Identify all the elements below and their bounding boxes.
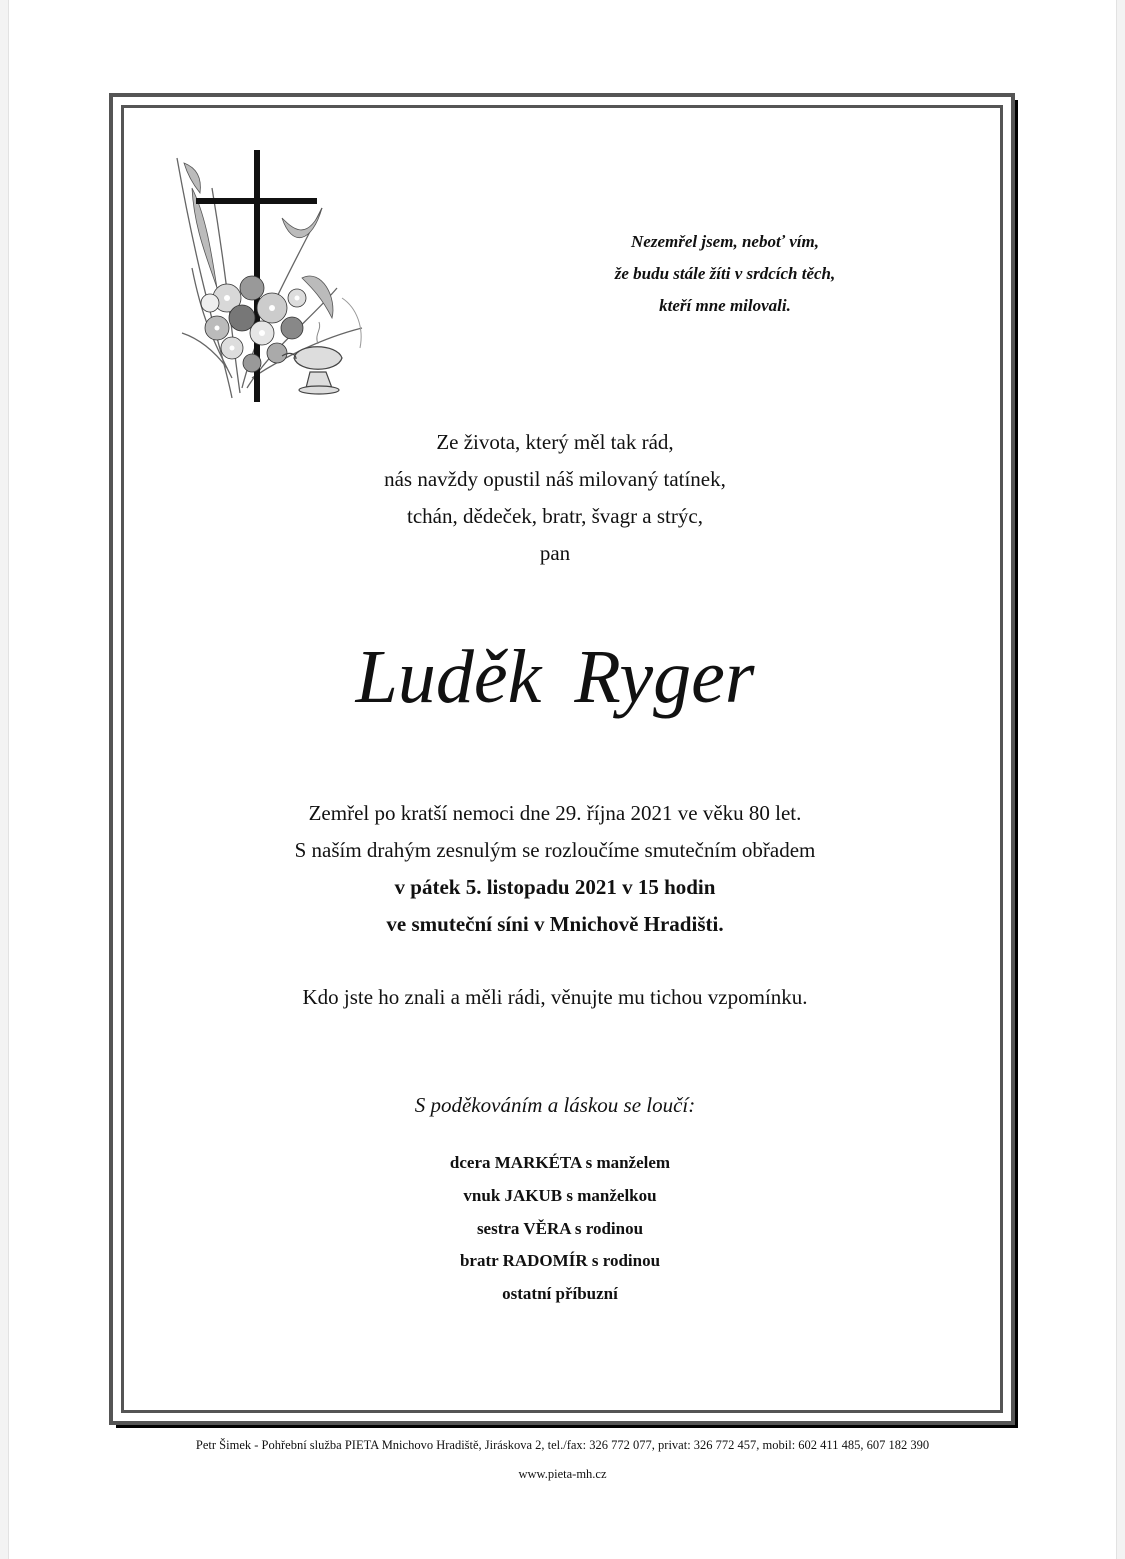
- funeral-info: [205, 795, 905, 943]
- viewer-right-edge: [1116, 0, 1125, 1559]
- intro-line: tchán, dědeček, bratr, švagr a strýc,: [407, 504, 703, 528]
- intro-line: pan: [539, 541, 571, 565]
- deceased-last-name: Ryger: [574, 635, 755, 719]
- intro-line: nás navždy opustil náš milovaný tatínek,: [384, 467, 726, 491]
- motto-line: kteří mne milovali.: [659, 296, 791, 315]
- motto-line: Nezemřel jsem, neboť vím,: [631, 232, 819, 251]
- mourner-item: vnuk JAKUB s manželkou: [463, 1185, 657, 1205]
- thanks-heading: S poděkováním a láskou se loučí:: [414, 1093, 696, 1117]
- ceremony-date-line: v pátek 5. listopadu 2021 v 15 hodin: [394, 875, 716, 899]
- motto-line: že budu stále žíti v srdcích těch,: [614, 264, 836, 283]
- viewer-left-edge: [0, 0, 9, 1559]
- deceased-first-name: Luděk: [355, 635, 542, 719]
- intro-line: Ze života, který měl tak rád,: [436, 430, 674, 454]
- death-notice-line: Zemřel po kratší nemoci dne 29. října 2021 ve věku 80 let.: [308, 801, 802, 825]
- ceremony-place-line: ve smuteční síni v Mnichově Hradišti.: [386, 912, 724, 936]
- funeral-service-website: www.pieta-mh.cz: [518, 1467, 607, 1481]
- ceremony-intro-line: S naším drahým zesnulým se rozloučíme smutečním obřadem: [294, 838, 816, 862]
- mourner-item: bratr RADOMÍR s rodinou: [459, 1251, 661, 1271]
- mourner-item: sestra VĚRA s rodinou: [476, 1218, 644, 1238]
- deceased-name: [205, 632, 905, 722]
- mourner-item: ostatní příbuzní: [502, 1284, 618, 1304]
- cross-with-lily-and-flowers-icon: [172, 148, 372, 410]
- intro-text: [255, 424, 855, 572]
- memory-request: Kdo jste ho znali a měli rádi, věnujte mu tichou vzpomínku.: [302, 985, 808, 1009]
- motto-quote: [560, 226, 890, 322]
- mourners-list: [305, 1147, 815, 1311]
- mourner-item: dcera MARKÉTA s manželem: [449, 1153, 671, 1172]
- funeral-service-contact: Petr Šimek - Pohřební služba PIETA Mnichovo Hradiště, Jiráskova 2, tel./fax: 326 772 077, privat: 326 772 457, mobil: 602 411 485, 607 182 390: [195, 1438, 930, 1452]
